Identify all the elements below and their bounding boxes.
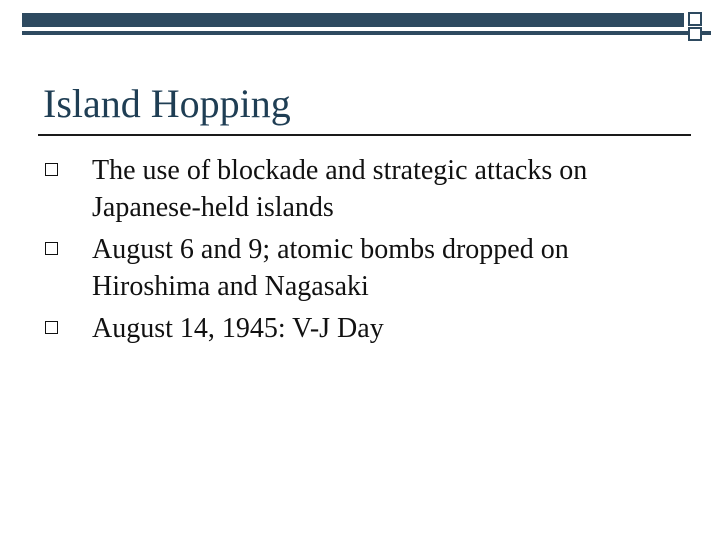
bullet-text: The use of blockade and strategic attacks on Japanese-held islands — [92, 155, 588, 223]
bullet-text: August 14, 1945: V-J Day — [92, 313, 384, 344]
bullet-text: August 6 and 9; atomic bombs dropped on Hiroshima and Nagasaki — [92, 234, 569, 302]
bullet-item-vj-day — [45, 310, 685, 347]
bullet-item-blockade — [45, 152, 685, 226]
hollow-square-bullet-icon — [45, 242, 58, 255]
bullet-list — [45, 152, 685, 352]
header-decoration-bar — [22, 13, 684, 27]
slide-title: Island Hopping — [43, 81, 291, 126]
hollow-square-bullet-icon — [45, 163, 58, 176]
title-divider — [38, 134, 691, 136]
header-decoration-square-bottom — [688, 27, 702, 41]
hollow-square-bullet-icon — [45, 321, 58, 334]
header-decoration-line — [22, 31, 711, 35]
bullet-item-atomic-bombs — [45, 231, 685, 305]
header-decoration-square-top — [688, 12, 702, 26]
